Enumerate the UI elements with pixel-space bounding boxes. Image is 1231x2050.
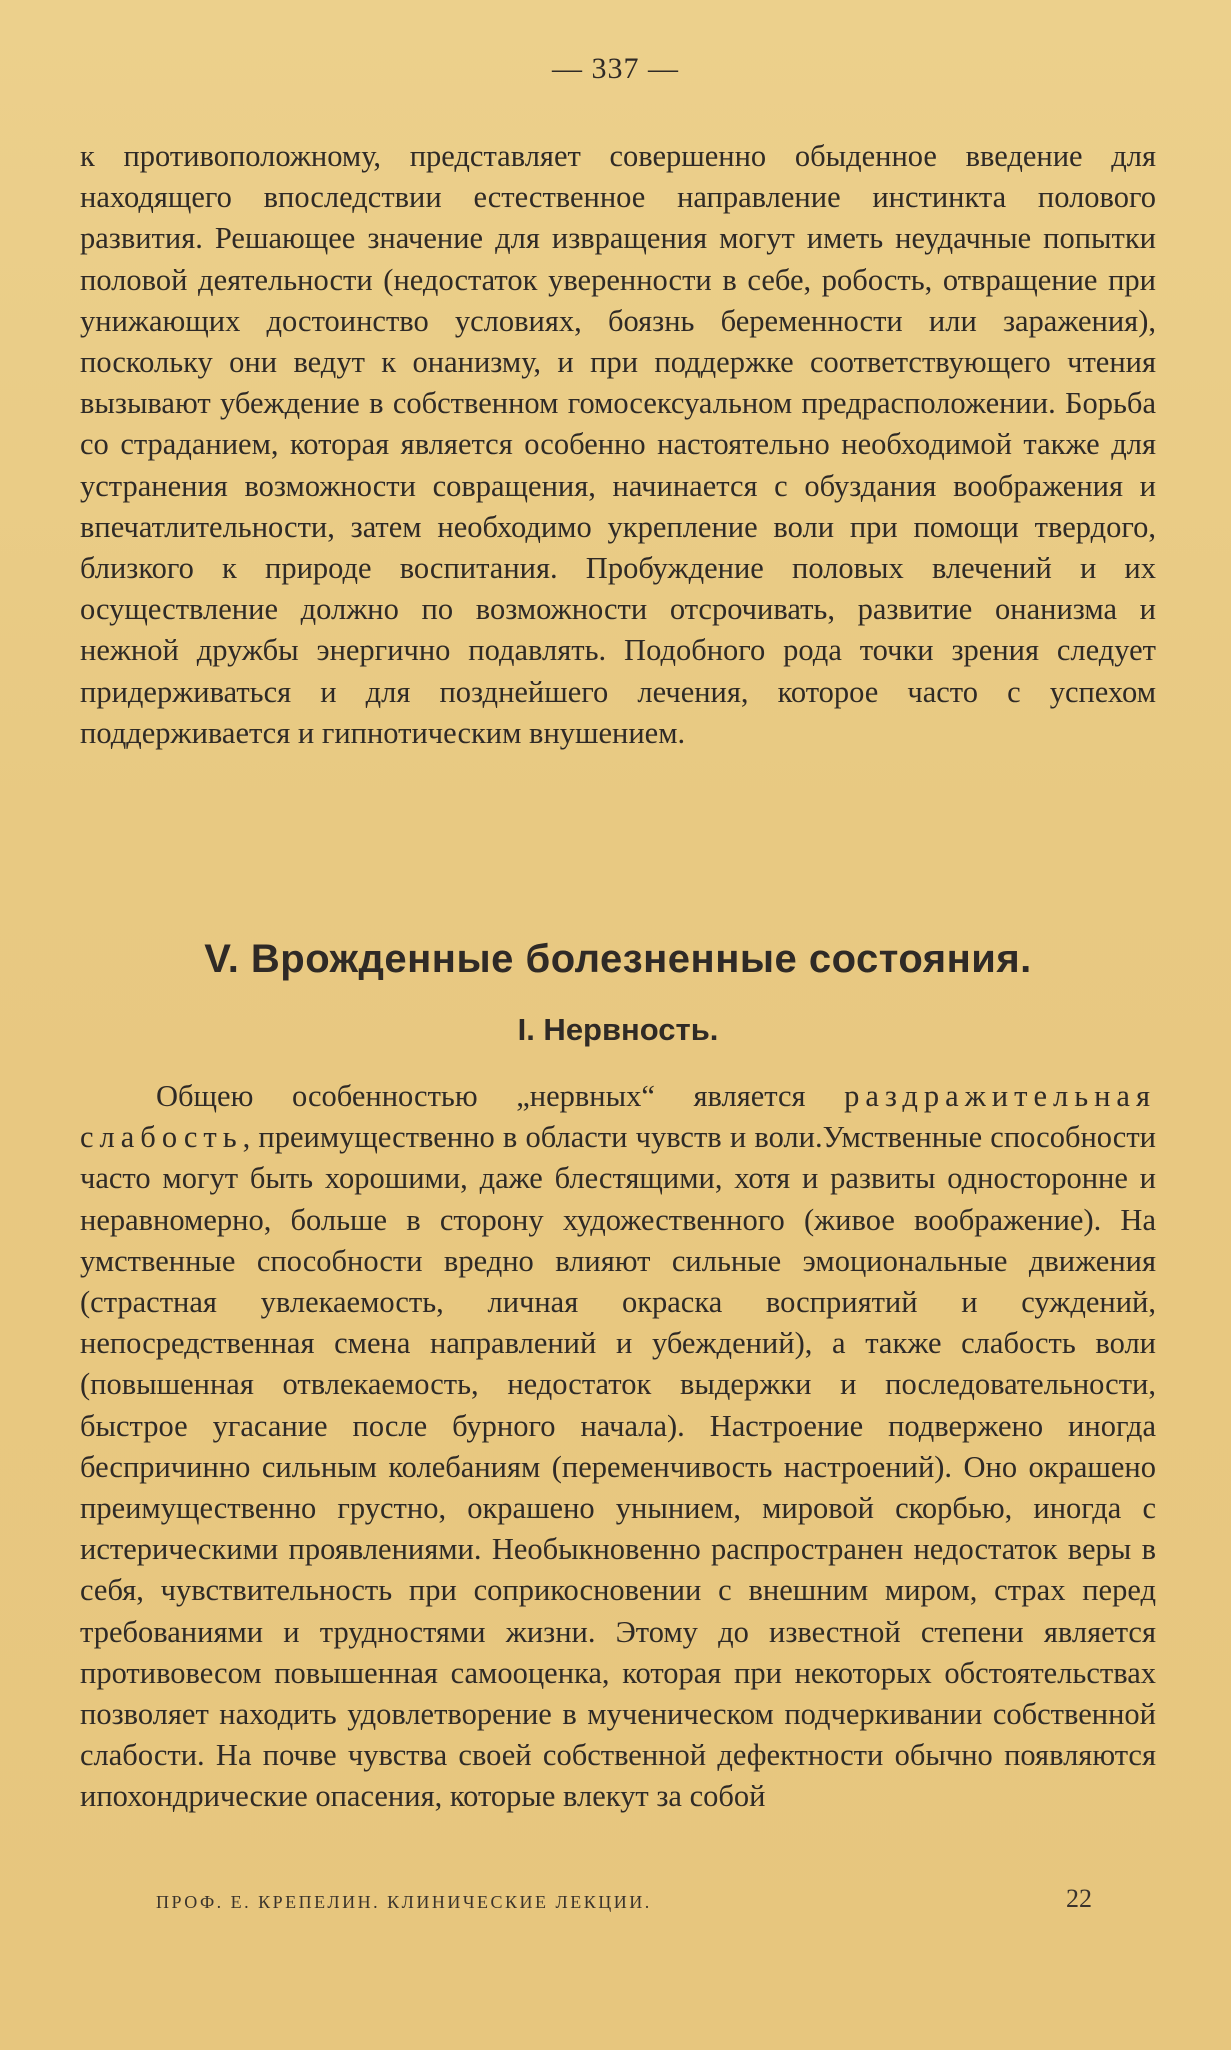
sub-heading: I. Нервность. bbox=[517, 1012, 719, 1047]
page-number: — 337 — bbox=[552, 52, 679, 85]
text-block-2 bbox=[80, 1076, 1156, 1818]
paragraph bbox=[80, 1076, 1156, 1818]
section-heading: V. Врожденные болезненные состояния. bbox=[204, 937, 1032, 981]
text-block-1 bbox=[80, 136, 1156, 754]
paragraph-rest: , преимущественно в области чувств и воли.Умственные способности часто могут быть хорошими, даже блестящими, хотя и развиты односторонне и неравномерно, больше в сторону художественного (живое воображение). На умственные способности вредно влияют сильные эмоциональные движения (страстная увлекаемость, личная окраска восприятий и суждений, непосредственная смена направлений и убеждений), а также слабость воли (повышенная отвлекаемость, недостаток выдержки и последовательности, быстрое угасание после бурного начала). Настроение подвержено иногда беспричинно сильным колебаниям (переменчивость настроений). Оно окрашено преимущественно грустно, окрашено унынием, мировой скорбью, иногда с истерическими проявлениями. Необыкновенно распространен недостаток веры в себя, чувствительность при соприкосновении с внешним миром, страх перед требованиями и трудностями жизни. Этому до известной степени является противовесом повышенная самооценка, которая при некоторых обстоятельствах позволяет находить удовлетворение в мученическом подчеркивании собственной слабости. На почве чувства своей собственной дефектности обычно появляются ипохондрические опасения, которые влекут за собой bbox=[80, 1120, 1156, 1814]
paragraph: к противоположному, представляет совершенно обыденное введение для находящего впоследствии естественное направление инстинкта полового развития. Решающее значение для извращения могут иметь неудачные попытки половой деятельности (недостаток уверенности в себе, робость, отвращение при унижающих достоинство условиях, боязнь беременности или заражения), поскольку они ведут к онанизму, и при поддержке соответствующего чтения вызывают убеждение в собственном гомосексуальном предрасположении. Борьба со страданием, которая является особенно настоятельно необходимой также для устранения возможности совращения, начинается с обуздания воображения и впечатлительности, затем необходимо укрепление воли при помощи твердого, близкого к природе воспитания. Пробуждение половых влечений и их осуществление должно по возможности отсрочивать, развитие онанизма и нежной дружбы энергично подавлять. Подобного рода точки зрения следует придерживаться и для позднейшего лечения, которое часто с успехом поддерживается и гипнотическим внушением. bbox=[80, 139, 1156, 750]
signature-mark: 22 bbox=[1066, 1884, 1092, 1913]
paragraph-lead: Общею особенностью „нервных“ является bbox=[156, 1079, 845, 1113]
page-footer: ПРОФ. Е. КРЕПЕЛИН. КЛИНИЧЕСКИЕ ЛЕКЦИИ. bbox=[156, 1892, 652, 1912]
emphasized-term: раздражительная слабость bbox=[80, 1079, 1156, 1155]
